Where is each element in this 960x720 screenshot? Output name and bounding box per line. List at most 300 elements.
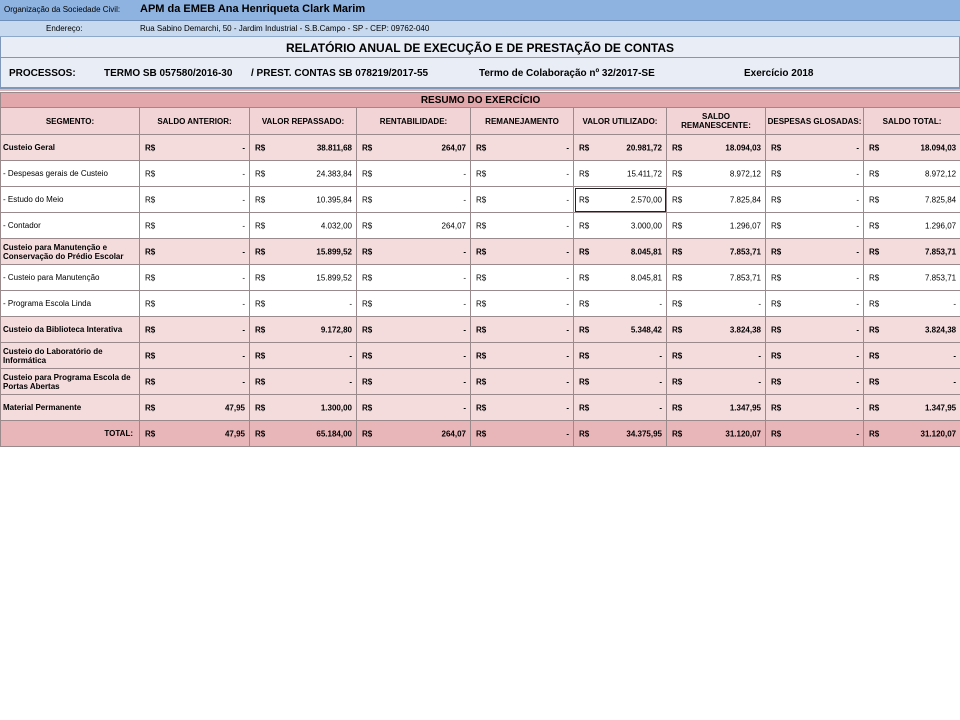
amount: 1.300,00: [320, 403, 352, 412]
amount: -: [349, 299, 352, 308]
currency-symbol: R$: [362, 325, 373, 334]
amount: -: [242, 351, 245, 360]
currency-symbol: R$: [771, 351, 782, 360]
currency-symbol: R$: [255, 351, 266, 360]
currency-symbol: R$: [362, 195, 373, 204]
amount: -: [659, 351, 662, 360]
value-cell[interactable]: [667, 395, 766, 421]
amount: -: [463, 351, 466, 360]
currency-symbol: R$: [255, 169, 266, 178]
amount: -: [242, 143, 245, 152]
amount: -: [856, 377, 859, 386]
value-cell[interactable]: [250, 239, 357, 265]
value-cell[interactable]: [766, 395, 864, 421]
currency-symbol: R$: [869, 273, 880, 282]
currency-symbol: R$: [579, 143, 590, 152]
value-cell[interactable]: [864, 213, 960, 239]
amount: -: [566, 351, 569, 360]
currency-symbol: R$: [771, 429, 782, 438]
segment-cell[interactable]: Material Permanente: [1, 395, 140, 421]
value-cell[interactable]: [140, 213, 250, 239]
value-cell[interactable]: [667, 343, 766, 369]
amount: -: [856, 403, 859, 412]
value-cell[interactable]: [357, 343, 471, 369]
amount: -: [463, 247, 466, 256]
table-row: [1, 291, 960, 317]
currency-symbol: R$: [579, 221, 590, 230]
amount: -: [856, 221, 859, 230]
amount: -: [242, 195, 245, 204]
value-cell[interactable]: [766, 239, 864, 265]
segment-cell[interactable]: Custeio do Laboratório de Informática: [1, 343, 140, 369]
value-cell[interactable]: [250, 369, 357, 395]
segment-cell[interactable]: - Contador: [1, 213, 140, 239]
value-cell[interactable]: [667, 161, 766, 187]
value-cell[interactable]: [140, 187, 250, 213]
amount: -: [856, 325, 859, 334]
value-cell[interactable]: [471, 317, 574, 343]
value-cell[interactable]: [471, 421, 574, 447]
currency-symbol: R$: [476, 351, 487, 360]
currency-symbol: R$: [579, 273, 590, 282]
currency-symbol: R$: [145, 169, 156, 178]
value-cell[interactable]: [140, 135, 250, 161]
amount: -: [566, 377, 569, 386]
value-cell[interactable]: [471, 239, 574, 265]
amount: 24.383,84: [316, 169, 352, 178]
currency-symbol: R$: [771, 221, 782, 230]
amount: -: [463, 195, 466, 204]
amount: -: [242, 221, 245, 230]
prest-contas-number[interactable]: / PREST. CONTAS SB 078219/2017-55: [251, 68, 429, 79]
total-row: [1, 421, 960, 447]
termo-number[interactable]: TERMO SB 057580/2016-30: [104, 68, 233, 79]
table-row: [1, 343, 960, 369]
currency-symbol: R$: [579, 247, 590, 256]
currency-symbol: R$: [672, 351, 683, 360]
value-cell[interactable]: [574, 187, 667, 213]
value-cell[interactable]: [357, 135, 471, 161]
value-cell[interactable]: [471, 265, 574, 291]
amount: -: [856, 429, 859, 438]
value-cell[interactable]: [140, 291, 250, 317]
value-cell[interactable]: [667, 421, 766, 447]
summary-table: [0, 92, 960, 447]
value-cell[interactable]: [471, 187, 574, 213]
org-value[interactable]: APM da EMEB Ana Henriqueta Clark Marim: [140, 3, 366, 15]
currency-symbol: R$: [579, 325, 590, 334]
value-cell[interactable]: [574, 213, 667, 239]
amount: 47,95: [224, 429, 245, 438]
currency-symbol: R$: [255, 429, 266, 438]
amount: 264,07: [441, 143, 466, 152]
currency-symbol: R$: [255, 299, 266, 308]
amount: -: [463, 325, 466, 334]
amount: -: [659, 299, 662, 308]
value-cell[interactable]: [471, 343, 574, 369]
currency-symbol: R$: [869, 247, 880, 256]
segment-cell[interactable]: - Programa Escola Linda: [1, 291, 140, 317]
currency-symbol: R$: [145, 351, 156, 360]
currency-symbol: R$: [869, 195, 880, 204]
value-cell[interactable]: [140, 421, 250, 447]
value-cell[interactable]: [357, 291, 471, 317]
currency-symbol: R$: [579, 195, 590, 204]
organization-row: [0, 0, 960, 21]
amount: -: [566, 429, 569, 438]
processes-label[interactable]: PROCESSOS:: [9, 68, 76, 79]
amount: -: [566, 325, 569, 334]
value-cell[interactable]: [864, 187, 960, 213]
currency-symbol: R$: [672, 325, 683, 334]
value-cell[interactable]: [667, 369, 766, 395]
currency-symbol: R$: [771, 299, 782, 308]
column-header[interactable]: SALDO TOTAL:: [864, 108, 960, 135]
currency-symbol: R$: [672, 143, 683, 152]
value-cell[interactable]: [667, 187, 766, 213]
value-cell[interactable]: [250, 265, 357, 291]
currency-symbol: R$: [869, 429, 880, 438]
currency-symbol: R$: [476, 169, 487, 178]
currency-symbol: R$: [869, 299, 880, 308]
currency-symbol: R$: [579, 429, 590, 438]
segment-cell[interactable]: - Despesas gerais de Custeio: [1, 161, 140, 187]
column-header[interactable]: DESPESAS GLOSADAS:: [766, 108, 864, 135]
value-cell[interactable]: [250, 213, 357, 239]
currency-symbol: R$: [362, 403, 373, 412]
currency-symbol: R$: [869, 221, 880, 230]
value-cell[interactable]: [357, 265, 471, 291]
column-header[interactable]: VALOR UTILIZADO:: [574, 108, 667, 135]
currency-symbol: R$: [476, 429, 487, 438]
currency-symbol: R$: [362, 299, 373, 308]
currency-symbol: R$: [362, 143, 373, 152]
value-cell[interactable]: [766, 161, 864, 187]
value-cell[interactable]: [574, 343, 667, 369]
value-cell[interactable]: [766, 291, 864, 317]
value-cell[interactable]: [766, 343, 864, 369]
value-cell[interactable]: [574, 135, 667, 161]
amount: 7.853,71: [729, 247, 761, 256]
amount: 15.899,52: [316, 247, 352, 256]
amount: -: [566, 169, 569, 178]
segment-cell[interactable]: Custeio para Manutenção e Conservação do Prédio Escolar: [1, 239, 140, 265]
currency-symbol: R$: [869, 143, 880, 152]
value-cell[interactable]: [471, 213, 574, 239]
currency-symbol: R$: [255, 247, 266, 256]
segment-cell[interactable]: Custeio Geral: [1, 135, 140, 161]
amount: -: [856, 351, 859, 360]
value-cell[interactable]: [574, 161, 667, 187]
report-title-row: [0, 37, 960, 58]
value-cell[interactable]: [766, 369, 864, 395]
value-cell[interactable]: [250, 343, 357, 369]
value-cell[interactable]: [766, 187, 864, 213]
value-cell[interactable]: [574, 291, 667, 317]
currency-symbol: R$: [145, 195, 156, 204]
currency-symbol: R$: [255, 221, 266, 230]
column-header[interactable]: SALDO REMANESCENTE:: [667, 108, 766, 135]
currency-symbol: R$: [145, 325, 156, 334]
value-cell[interactable]: [667, 317, 766, 343]
table-row: [1, 317, 960, 343]
currency-symbol: R$: [672, 403, 683, 412]
value-cell[interactable]: [667, 265, 766, 291]
value-cell[interactable]: [864, 265, 960, 291]
table-row: [1, 213, 960, 239]
value-cell[interactable]: [140, 395, 250, 421]
table-row: [1, 187, 960, 213]
amount: 1.347,95: [924, 403, 957, 412]
currency-symbol: R$: [579, 351, 590, 360]
currency-symbol: R$: [476, 403, 487, 412]
currency-symbol: R$: [255, 143, 266, 152]
value-cell[interactable]: [357, 187, 471, 213]
amount: 8.045,81: [630, 247, 662, 256]
summary-title-row: [1, 93, 960, 108]
currency-symbol: R$: [771, 195, 782, 204]
value-cell[interactable]: [250, 161, 357, 187]
currency-symbol: R$: [362, 351, 373, 360]
value-cell[interactable]: [766, 421, 864, 447]
currency-symbol: R$: [476, 143, 487, 152]
header-row: [1, 108, 960, 135]
amount: 34.375,95: [626, 429, 662, 438]
value-cell[interactable]: [667, 291, 766, 317]
column-header[interactable]: SEGMENTO:: [1, 108, 140, 135]
column-header[interactable]: SALDO ANTERIOR:: [140, 108, 250, 135]
value-cell[interactable]: [864, 161, 960, 187]
value-cell[interactable]: [667, 239, 766, 265]
column-header[interactable]: REMANEJAMENTO: [471, 108, 574, 135]
currency-symbol: R$: [476, 247, 487, 256]
amount: -: [856, 247, 859, 256]
value-cell[interactable]: [766, 317, 864, 343]
currency-symbol: R$: [672, 273, 683, 282]
value-cell[interactable]: [574, 317, 667, 343]
value-cell[interactable]: [574, 265, 667, 291]
currency-symbol: R$: [869, 169, 880, 178]
value-cell[interactable]: [574, 421, 667, 447]
currency-symbol: R$: [255, 195, 266, 204]
amount: -: [566, 273, 569, 282]
value-cell[interactable]: [357, 317, 471, 343]
amount: 31.120,07: [725, 429, 761, 438]
table-row: [1, 135, 960, 161]
table-row: [1, 239, 960, 265]
amount: -: [463, 169, 466, 178]
amount: 65.184,00: [316, 429, 352, 438]
value-cell[interactable]: [766, 265, 864, 291]
currency-symbol: R$: [869, 403, 880, 412]
amount: 5.348,42: [630, 325, 662, 334]
colaboracao-term[interactable]: Termo de Colaboração nº 32/2017-SE: [479, 68, 655, 79]
value-cell[interactable]: [250, 135, 357, 161]
currency-symbol: R$: [771, 247, 782, 256]
currency-symbol: R$: [771, 273, 782, 282]
amount: 1.296,07: [924, 221, 957, 230]
value-cell[interactable]: [250, 291, 357, 317]
currency-symbol: R$: [869, 377, 880, 386]
amount: 1.296,07: [729, 221, 761, 230]
table-row: [1, 395, 960, 421]
currency-symbol: R$: [771, 325, 782, 334]
value-cell[interactable]: [864, 317, 960, 343]
value-cell[interactable]: [574, 395, 667, 421]
currency-symbol: R$: [476, 325, 487, 334]
amount: 2.570,00: [630, 195, 662, 204]
amount: -: [242, 299, 245, 308]
address-row: [0, 21, 960, 37]
value-cell[interactable]: [140, 265, 250, 291]
table-row: [1, 161, 960, 187]
currency-symbol: R$: [362, 169, 373, 178]
value-cell[interactable]: [471, 291, 574, 317]
amount: -: [463, 403, 466, 412]
value-cell[interactable]: [864, 343, 960, 369]
currency-symbol: R$: [476, 299, 487, 308]
currency-symbol: R$: [255, 377, 266, 386]
amount: -: [659, 377, 662, 386]
amount: -: [856, 143, 859, 152]
currency-symbol: R$: [672, 247, 683, 256]
currency-symbol: R$: [362, 247, 373, 256]
org-label: Organização da Sociedade Civil:: [4, 5, 121, 14]
currency-symbol: R$: [476, 377, 487, 386]
amount: -: [349, 351, 352, 360]
amount: 8.972,12: [729, 169, 761, 178]
amount: -: [856, 273, 859, 282]
value-cell[interactable]: [250, 187, 357, 213]
value-cell[interactable]: [667, 135, 766, 161]
value-cell[interactable]: [357, 161, 471, 187]
currency-symbol: R$: [362, 273, 373, 282]
amount: 8.045,81: [630, 273, 662, 282]
amount: 15.899,52: [316, 273, 352, 282]
value-cell[interactable]: [357, 213, 471, 239]
amount: -: [953, 377, 957, 386]
value-cell[interactable]: [471, 369, 574, 395]
currency-symbol: R$: [362, 429, 373, 438]
value-cell[interactable]: [766, 213, 864, 239]
amount: -: [566, 143, 569, 152]
currency-symbol: R$: [771, 377, 782, 386]
currency-symbol: R$: [362, 221, 373, 230]
amount: 7.825,84: [924, 195, 957, 204]
address-label: Endereço:: [46, 24, 83, 33]
segment-cell[interactable]: TOTAL:: [1, 421, 140, 447]
value-cell[interactable]: [250, 421, 357, 447]
summary-title[interactable]: RESUMO DO EXERCÍCIO: [1, 93, 960, 108]
value-cell[interactable]: [864, 239, 960, 265]
amount: -: [463, 273, 466, 282]
amount: 18.094,03: [725, 143, 761, 152]
currency-symbol: R$: [145, 273, 156, 282]
amount: 3.824,38: [729, 325, 761, 334]
value-cell[interactable]: [471, 135, 574, 161]
segment-cell[interactable]: Custeio da Biblioteca Interativa: [1, 317, 140, 343]
value-cell[interactable]: [140, 317, 250, 343]
currency-symbol: R$: [869, 325, 880, 334]
value-cell[interactable]: [357, 395, 471, 421]
amount: 264,07: [441, 221, 466, 230]
amount: -: [856, 195, 859, 204]
amount: -: [758, 299, 761, 308]
value-cell[interactable]: [574, 239, 667, 265]
value-cell[interactable]: [140, 239, 250, 265]
value-cell[interactable]: [357, 369, 471, 395]
value-cell[interactable]: [471, 161, 574, 187]
currency-symbol: R$: [579, 299, 590, 308]
currency-symbol: R$: [579, 169, 590, 178]
amount: -: [566, 403, 569, 412]
segment-cell[interactable]: - Estudo do Meio: [1, 187, 140, 213]
value-cell[interactable]: [574, 369, 667, 395]
currency-symbol: R$: [476, 195, 487, 204]
currency-symbol: R$: [145, 403, 156, 412]
amount: -: [242, 273, 245, 282]
value-cell[interactable]: [864, 421, 960, 447]
value-cell[interactable]: [766, 135, 864, 161]
amount: -: [242, 325, 245, 334]
value-cell[interactable]: [864, 369, 960, 395]
currency-symbol: R$: [145, 143, 156, 152]
value-cell[interactable]: [864, 135, 960, 161]
value-cell[interactable]: [864, 291, 960, 317]
amount: 1.347,95: [729, 403, 761, 412]
amount: -: [856, 299, 859, 308]
amount: 8.972,12: [924, 169, 957, 178]
divider: [0, 89, 960, 91]
column-header[interactable]: VALOR REPASSADO:: [250, 108, 357, 135]
value-cell[interactable]: [864, 395, 960, 421]
value-cell[interactable]: [140, 369, 250, 395]
address-value[interactable]: Rua Sabino Demarchi, 50 - Jardim Industrial - S.B.Campo - SP - CEP: 09762-040: [140, 24, 430, 33]
exercicio-year[interactable]: Exercício 2018: [744, 68, 814, 79]
value-cell[interactable]: [250, 395, 357, 421]
value-cell[interactable]: [471, 395, 574, 421]
report-title[interactable]: RELATÓRIO ANUAL DE EXECUÇÃO E DE PRESTAÇÃO DE CONTAS: [285, 41, 675, 55]
value-cell[interactable]: [667, 213, 766, 239]
column-header[interactable]: RENTABILIDADE:: [357, 108, 471, 135]
table-row: [1, 369, 960, 395]
segment-cell[interactable]: - Custeio para Manutenção: [1, 265, 140, 291]
currency-symbol: R$: [869, 351, 880, 360]
amount: 15.411,72: [627, 169, 662, 178]
currency-symbol: R$: [672, 299, 683, 308]
value-cell[interactable]: [250, 317, 357, 343]
value-cell[interactable]: [357, 239, 471, 265]
table-row: [1, 265, 960, 291]
processes-row: [0, 58, 960, 89]
amount: -: [242, 247, 245, 256]
amount: -: [758, 377, 761, 386]
amount: -: [463, 377, 466, 386]
currency-symbol: R$: [771, 169, 782, 178]
amount: -: [349, 377, 352, 386]
value-cell[interactable]: [140, 161, 250, 187]
amount: -: [242, 169, 245, 178]
segment-cell[interactable]: Custeio para Programa Escola de Portas Abertas: [1, 369, 140, 395]
currency-symbol: R$: [672, 195, 683, 204]
currency-symbol: R$: [672, 169, 683, 178]
currency-symbol: R$: [362, 377, 373, 386]
value-cell[interactable]: [140, 343, 250, 369]
currency-symbol: R$: [255, 325, 266, 334]
amount: 7.853,71: [924, 273, 957, 282]
value-cell[interactable]: [357, 421, 471, 447]
amount: -: [566, 247, 569, 256]
